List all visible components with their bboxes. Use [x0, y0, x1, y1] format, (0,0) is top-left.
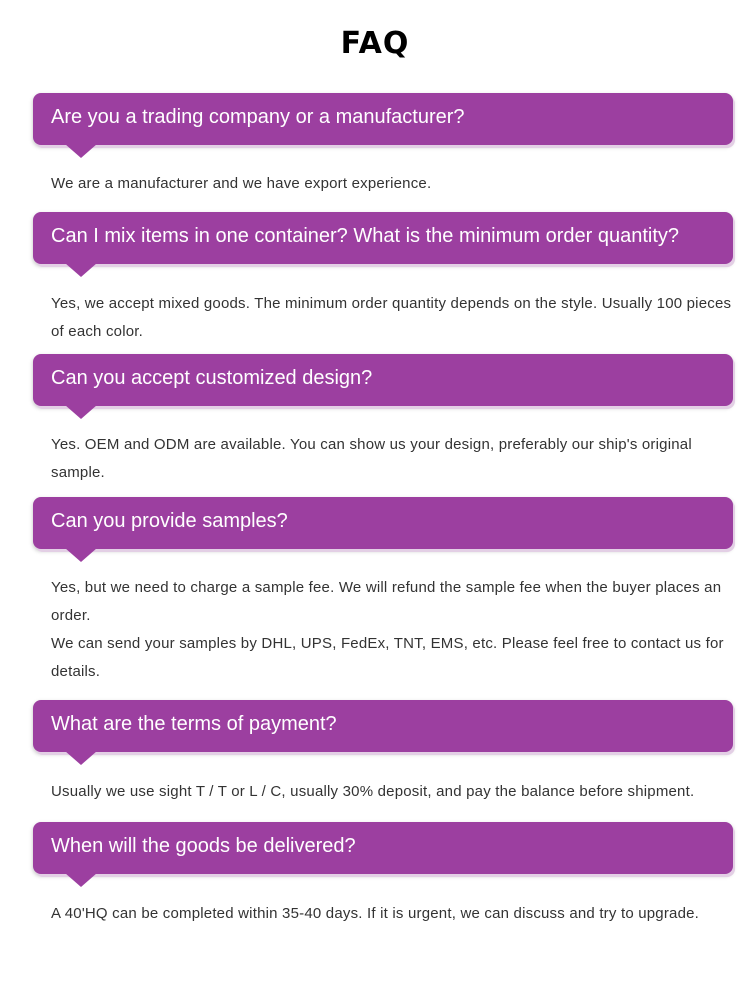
faq-question: What are the terms of payment?: [51, 713, 337, 735]
faq-question: Can you provide samples?: [51, 510, 288, 532]
faq-answer: [51, 574, 736, 686]
speech-pointer-icon: [65, 751, 97, 765]
faq-answer-paragraph: Usually we use sight T / T or L / C, usually 30% deposit, and pay the balance before shipment.: [51, 783, 695, 800]
speech-pointer-icon: [65, 548, 97, 562]
speech-pointer-icon: [65, 405, 97, 419]
faq-answer: [51, 900, 736, 928]
faq-question-bar: [33, 700, 733, 752]
faq-answer: [51, 778, 736, 806]
faq-question-bar: [33, 212, 733, 264]
faq-question: When will the goods be delivered?: [51, 835, 356, 857]
faq-question: Are you a trading company or a manufacturer?: [51, 106, 465, 128]
speech-pointer-icon: [65, 263, 97, 277]
faq-question-bar: [33, 93, 733, 145]
speech-pointer-icon: [65, 144, 97, 158]
speech-pointer-icon: [65, 873, 97, 887]
faq-answer-paragraph: We are a manufacturer and we have export experience.: [51, 175, 432, 192]
faq-answer-paragraph: A 40'HQ can be completed within 35-40 days. If it is urgent, we can discuss and try to upgrade.: [51, 905, 700, 922]
faq-answer: [51, 431, 736, 487]
faq-answer-paragraph: We can send your samples by DHL, UPS, FedEx, TNT, EMS, etc. Please feel free to contact us for details.: [51, 635, 724, 680]
faq-answer-paragraph: Yes, we accept mixed goods. The minimum order quantity depends on the style. Usually 100 pieces of each color.: [51, 295, 732, 340]
page-title: FAQ: [340, 26, 410, 61]
faq-answer-paragraph: Yes. OEM and ODM are available. You can show us your design, preferably our ship's original sample.: [51, 436, 692, 481]
faq-answer: [51, 290, 736, 346]
faq-question-bar: [33, 497, 733, 549]
faq-answer: [51, 170, 736, 198]
faq-question-bar: [33, 822, 733, 874]
faq-question: Can I mix items in one container? What is the minimum order quantity?: [51, 225, 680, 247]
faq-question-bar: [33, 354, 733, 406]
faq-answer-paragraph: Yes, but we need to charge a sample fee. We will refund the sample fee when the buyer places an order.: [51, 579, 722, 624]
faq-question: Can you accept customized design?: [51, 367, 373, 389]
